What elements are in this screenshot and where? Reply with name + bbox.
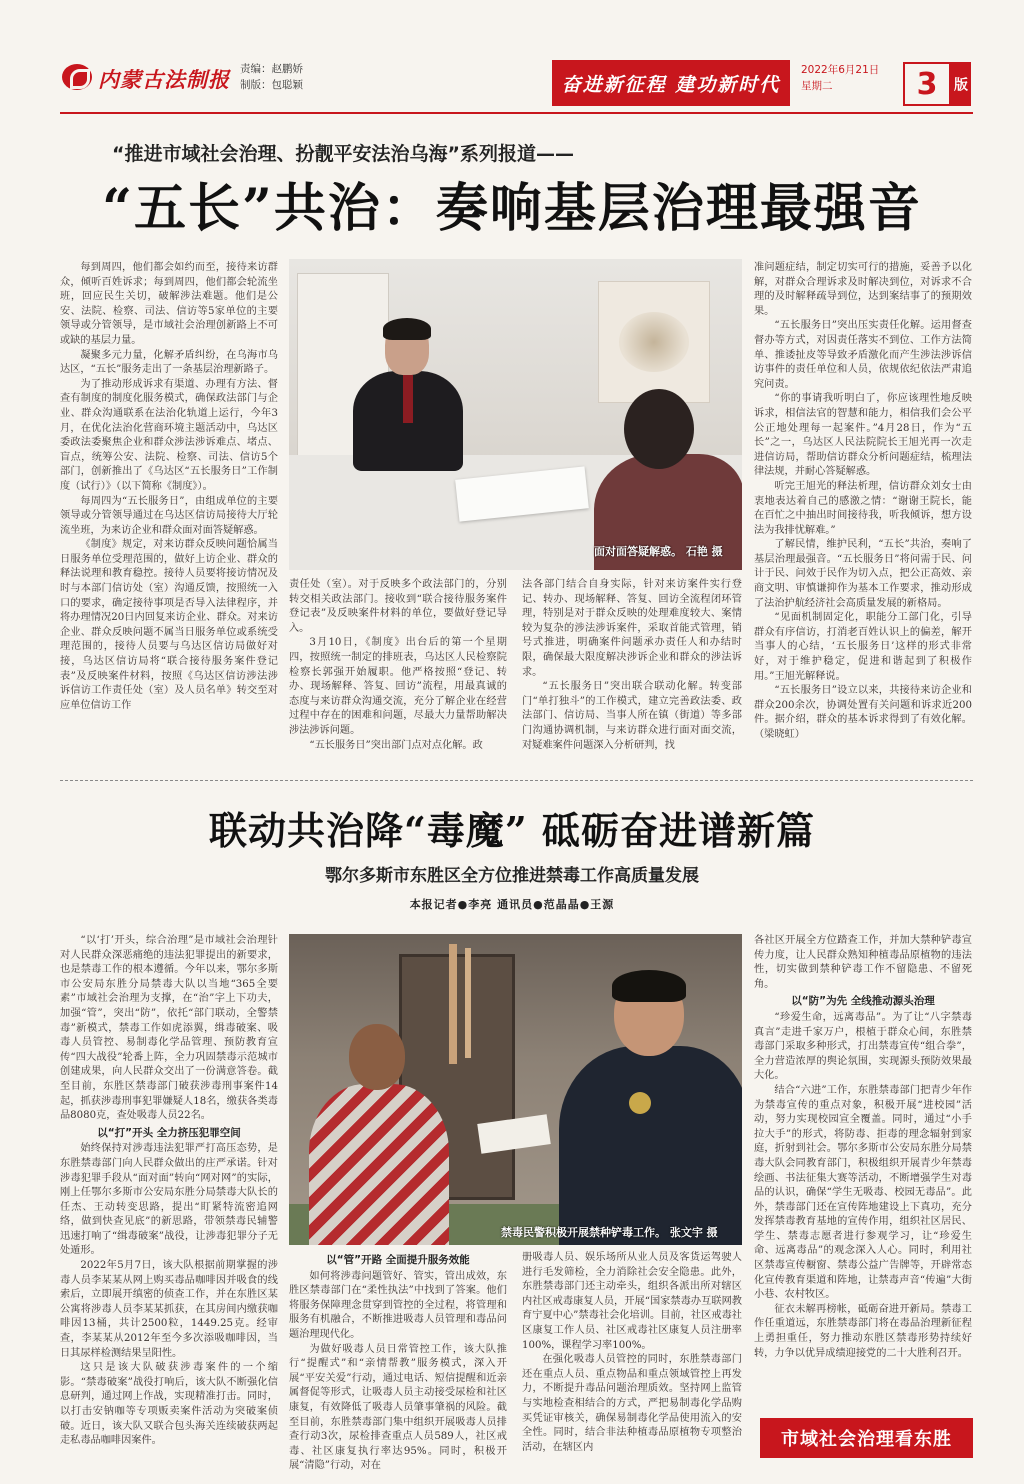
- paragraph: “以‘打’开头，综合治理”是市域社会治理针对人民群众深恶痛绝的违法犯罪提出的新要求，也是禁毒工作的根本遵循。今年以来，鄂尔多斯市公安局东胜分局禁毒大队以当地“365全要素”市域社会治理为支撑，在“治”字上下功夫，加强“管”，突出“防”，依托“部门联动，全警禁毒”新模式，禁毒工作如虎添翼，缉毒破案、吸毒人员管控、易制毒化学品管理、预防教育宣传“四大战役”轮番上阵，全力巩固禁毒示范城市创建成果，向人民群众交出了一份满意答卷。截至目前，东胜区禁毒部门破获涉毒刑事案件14起，抓获涉毒刑事犯罪嫌疑人18名，缴获各类毒品8080克，查处吸毒人员22名。: [60, 935, 278, 1122]
- article2-subheadline: 鄂尔多斯市东胜区全方位推进禁毒工作高质量发展: [325, 866, 699, 886]
- column-banner: 市域社会治理看东胜: [760, 1418, 973, 1458]
- paragraph: 为了推动形成诉求有渠道、办理有方法、督查有制度的制度化服务模式，确保政法部门与企业、群众沟通联系在法治化轨道上运行，今年3月，在优化法治化营商环境主题活动中，乌达区委政法委聚焦企业和群众涉法涉诉难点、堵点、盲点，统筹公安、法院、检察、司法、信访5个部门，创新推出了《乌达区“五长服务日”工作制度（试行）》（以下简称《制度》）。: [60, 378, 278, 492]
- article2-col1: [60, 934, 278, 1449]
- paragraph: 了解民情，维护民利，“五长”共治，奏响了基层治理最强音。“五长服务日”将问需于民、问计于民、问效于民作为切入点，把公正高效、亲商文明、审慎谦抑作为基本工作要求，推动形成了法治护航经济社会高质量发展的新格局。: [754, 539, 972, 609]
- article1-col4: [754, 261, 972, 743]
- logo-emblem-icon: [62, 64, 92, 90]
- paragraph: “五长服务日”突出压实责任化解。运用督查督办等方式，对因责任落实不到位、工作方法简单、推诿扯皮等导致矛盾激化而产生涉法涉诉信访事件的责任单位和人员，依规依纪依法严肃追究问责。: [754, 320, 972, 390]
- article1-photo: [289, 259, 742, 570]
- article2-photo: [289, 934, 742, 1245]
- paragraph: 始终保持对涉毒违法犯罪严打高压态势，是东胜禁毒部门向人民群众做出的庄严承诺。针对涉毒犯罪手段从“面对面”转向“网对网”的实际，刚上任鄂尔多斯市公安局东胜分局禁毒大队长的任杰、王动转变思路，提出“盯紧特流密追网络，做到快查见底”的新思路，带领禁毒民辅警迅速打响了“缉毒破案”战役，让涉毒犯罪分子无处遁形。: [60, 1143, 278, 1257]
- logo-text: 内蒙古法制报: [98, 67, 230, 92]
- paragraph: 结合“六进”工作，东胜禁毒部门把青少年作为禁毒宣传的重点对象，积极开展“进校园”活动，努力实现校园宣全覆盖。同时，通过“小手拉大手”的形式，将防毒、拒毒的理念辐射到家庭，折射到社会。鄂尔多斯市公安局东胜分局禁毒大队会同教育部门，积极组织开展青少年禁毒绘画、书法征集大赛等活动，不断增强学生对毒品的认识，确保“学生无吸毒、校园无毒品”。此外，禁毒部门还在宣传阵地建设上下真功，充分发挥禁毒教育基地的宣传作用，组织社区居民、学生、禁毒志愿者进行参观学习，让“珍爱生命、远离毒品”的观念深入人心。同时，利用社区禁毒宣传橱窗、禁毒公益广告牌等，开辟常态化宣传教育渠道和阵地，让禁毒声音“传遍”大街小巷、农村牧区。: [754, 1084, 972, 1301]
- paragraph: 凝聚多元力量，化解矛盾纠纷，在乌海市乌达区，“五长”服务走出了一条基层治理新路子。: [60, 349, 278, 376]
- paragraph: 《制度》规定，对来访群众反映问题恰属当日服务单位受理范围的，做好上访企业、群众的释法说理和教育稳控。接待人员要将接访情况及时与本部门信访处（室）沟通反馈，按照统一入口的要求，确定接待事项是否导入法律程序，并将办理情况20日内回复来访企业、群众。对来访企业、群众反映问题不属当日服务单位或系统受理范围的，接待人员要与乌达区信访局做好对接，乌达区信访局将“联合接待服务案件登记表”及反映案件材料，按照《乌达区信访涉法涉诉信访工作责任处（室）及人员名单》转交至对应单位信访工作: [60, 539, 278, 711]
- photo-hanging-item: [449, 944, 457, 1064]
- article1-headline: “五长”共治：奏响基层治理最强音: [102, 178, 922, 239]
- paragraph: 准问题症结，制定切实可行的措施，妥善予以化解，对群众合理诉求及时解决到位，对诉求不合理的及时解释疏导到位，达到案结事了的预期效果。: [754, 262, 972, 317]
- paragraph: 各社区开展全方位踏查工作，并加大禁种铲毒宣传力度，让人民群众熟知种植毒品原植物的违法性，切实做到禁种铲毒工作不留隐患、不留死角。: [754, 935, 972, 990]
- photo-caption: 面对面答疑解惑。 石艳 摄: [594, 545, 723, 558]
- photo-caption: 禁毒民警积极开展禁种铲毒工作。 张文宇 摄: [501, 1226, 718, 1239]
- section-subhead: 以“防”为先 全线推动源头治理: [791, 995, 935, 1008]
- paragraph: “五长服务日”突出部门点对点化解。政: [309, 739, 483, 751]
- paragraph: 征衣未解再榜帐，砥砺奋进开新局。禁毒工作任重道远，东胜禁毒部门将在毒品治理新征程上勇担重任，努力推动东胜区禁毒形势持续好转，力争以优异成绩迎接党的二十大胜利召开。: [754, 1303, 972, 1359]
- article2-col2: [289, 1251, 507, 1474]
- section-subhead: 以“打”开头 全力挤压犯罪空间: [97, 1126, 241, 1139]
- paragraph: 每周四为“五长服务日”，由组成单位的主要领导或分管领导通过在乌达区信访局接待大厅轮流坐班，为来访企业和群众面对面答疑解惑。: [60, 495, 278, 536]
- staff-credits: [240, 61, 303, 93]
- article2-byline: 本报记者●李亮 通讯员●范晶晶●王源: [409, 898, 615, 911]
- article1-col2: [289, 578, 507, 753]
- issue-weekday: 星期二: [801, 80, 833, 92]
- photo-hanging-item: [465, 948, 471, 1058]
- article1-col1: [60, 261, 278, 713]
- paragraph: 法各部门结合自身实际，针对来访案件实行登记、转办、现场解释、答复、回访全流程闭环管理，特别是对于群众反映的处理难度较大、案情较为复杂的涉法涉诉案件，采取首能式管理，销号式推进，明确案件问题承办责任人和办结时限，确保最大限度解决涉诉企业和群众的涉法诉求。: [522, 579, 742, 678]
- date-block: [801, 62, 899, 94]
- photo-official-figure: [353, 321, 463, 471]
- article2-col3: [522, 1251, 742, 1455]
- photo-police-figure: [559, 974, 742, 1245]
- masthead-divider: [60, 112, 973, 114]
- article2-headline: 联动共治降“毒魔” 砥砺奋进谱新篇: [209, 808, 815, 853]
- section-subhead: 以“管”开路 全面提升服务效能: [326, 1254, 470, 1266]
- paragraph: 这只是该大队破获涉毒案件的一个缩影。“禁毒破案”战役打响后，该大队不断强化信息研判，通过网上作战，实现精准打击。同时，以打击安钠咖等专项贩卖案件活动为突破案侦破。近日，该大队又联合包头海关连续破获两起走私毒品咖啡因案件。: [60, 1362, 278, 1447]
- issue-date: 2022年6月21日: [801, 64, 880, 76]
- slogan-banner: 奋进新征程 建功新时代: [552, 60, 790, 106]
- paragraph: “你的事请我听明白了，你应该理性地反映诉求，相信法官的智慧和能力，相信我们会公平公正地处理每一起案件。”4月28日，作为“五长”之一，乌达区人民法院院长王旭光再一次走进信访局，帮助信访群众分析问题症结，梳理法律法规，并耐心答疑解惑。: [754, 393, 972, 478]
- paragraph: “五长服务日”设立以来，共接待来访企业和群众200余次，协调处置有关问题和诉求近200件。据介绍，群众的基本诉求得到了有效化解。（梁晓虹）: [754, 685, 972, 740]
- paragraph: 每到周四，他们都会如约而至，接待来访群众，倾听百姓诉求；每到周四，他们都会轮流坐班，回应民生关切，破解涉法难题。他们是公安、法院、检察、司法、信访等5家单位的主要领导或分管领导，是市域社会治理创新路上不可或缺的基层力量。: [60, 262, 278, 346]
- paragraph: 如何将涉毒问题管好、管实，管出成效，东胜区禁毒部门在“柔性执法”中找到了答案。他们将服务保障理念贯穿到管控的全过程，将管理和服务有机融合，不断推进吸毒人员管理和毒品问题治理现代化。: [289, 1270, 507, 1340]
- paragraph: 册吸毒人员、娱乐场所从业人员及客货运驾驶人进行毛发筛检，全力消除社会安全隐患。此外，东胜禁毒部门还主动牵头，组织各派出所对辖区内社区戒毒康复人员，开展“国家禁毒办互联网教育宁夏中心”禁毒社会化培训。目前，社区戒毒社区康复工作人员、社区戒毒社区康复人员注册率100%，课程学习率100%。: [522, 1252, 742, 1351]
- paragraph: 为做好吸毒人员日常管控工作，该大队推行“提醒式”和“亲情帮教”服务模式，深入开展“平安关爱”行动，通过电话、短信提醒和近亲属督促等形式，让吸毒人员主动接受尿检和社区康复，有效降低了吸毒人员肇事肇祸的风险。截至目前，东胜禁毒部门集中组织开展吸毒人员排查行动3次，尿检排查重点人员589人，社区戒毒、社区康复执行率达95%。同时，积极开展“清隐”行动，对在: [289, 1343, 507, 1472]
- newspaper-logo: [62, 62, 232, 92]
- editor-credit: 责编：赵鹏娇: [240, 63, 303, 75]
- paragraph: 在强化吸毒人员管控的同时，东胜禁毒部门还在重点人员、重点物品和重点领域管控上再发力，不断提升毒品问题治理质效。坚持网上监管与实地检查相结合的方式，严把易制毒化学品购买凭证审核关，确保易制毒化学品使用流入的安全性。同时，结合非法种植毒品原植物专项整治活动，在辖区内: [522, 1354, 742, 1453]
- page-number: 3: [903, 62, 951, 106]
- article1-col3: [522, 578, 742, 753]
- paragraph: 2022年5月7日，该大队根据前期掌握的涉毒人员李某某从网上购买毒品咖啡因并吸食的线索后，立即展开缜密的侦查工作，并在东胜区某公寓将涉毒人员李某某抓获，在其房间内缴获咖啡因13桶，共计2500粒，1449.25克。经审查，李某某从2012年至今多次添吸咖啡因，当日其尿样检测结果呈阳性。: [60, 1260, 278, 1359]
- paragraph: “见面机制固定化，职能分工部门化，引导群众有序信访，打消老百姓认识上的偏差，解开当事人的心结，‘五长服务日’这样的形式非常好，对于维护稳定，促进和谐起到了积极作用。”王旭光解释说。: [754, 612, 972, 682]
- paragraph: 听完王旭光的释法析理，信访群众刘女士由衷地表达着自己的感激之情：“谢谢王院长，能在百忙之中抽出时间接待我，听我倾诉，想方设法为我排忧解难。”: [754, 480, 972, 536]
- paragraph: “珍爱生命，远离毒品”。为了让“八字禁毒真言”走进千家万户，根植于群众心间，东胜禁毒部门采取多种形式，打出禁毒宣传“组合拳”，全力营造浓厚的舆论氛围，实现源头预防效果最大化。: [754, 1011, 972, 1082]
- paragraph: “五长服务日”突出联合联动化解。转变部门“单打独斗”的工作模式，建立完善政法委、政法部门、信访局、当事人所在镇（街道）等多部门沟通协调机制，与来访群众进行面对面交流，对疑难案件问题深入分析研判，找: [522, 681, 742, 751]
- photo-wall-art: [598, 281, 710, 403]
- series-title: “推进市域社会治理、扮靓平安法治乌海”系列报道——: [112, 143, 574, 165]
- paragraph: 责任处（室）。对于反映多个政法部门的，分别转交相关政法部门。接收到“联合接待服务案件登记表”及反映案件材料的单位，要做好登记导入。: [289, 579, 507, 634]
- page-tag: 版: [949, 62, 971, 106]
- paragraph: 3月10日，《制度》出台后的第一个星期四，按照统一制定的排班表，乌达区人民检察院检察长郭强开始履职。他严格按照“登记、转办、现场解释、答复、回访”流程，用最真诚的态度与来访群众沟通交流，充分了解企业在经营过程中存在的困难和问题，尽最大力量帮助解决涉法涉诉问题。: [289, 637, 507, 736]
- photo-villager-figure: [309, 1024, 449, 1245]
- article2-col4: [754, 934, 972, 1361]
- producer-credit: 制版：包聪颖: [240, 79, 303, 91]
- section-divider: [60, 780, 973, 782]
